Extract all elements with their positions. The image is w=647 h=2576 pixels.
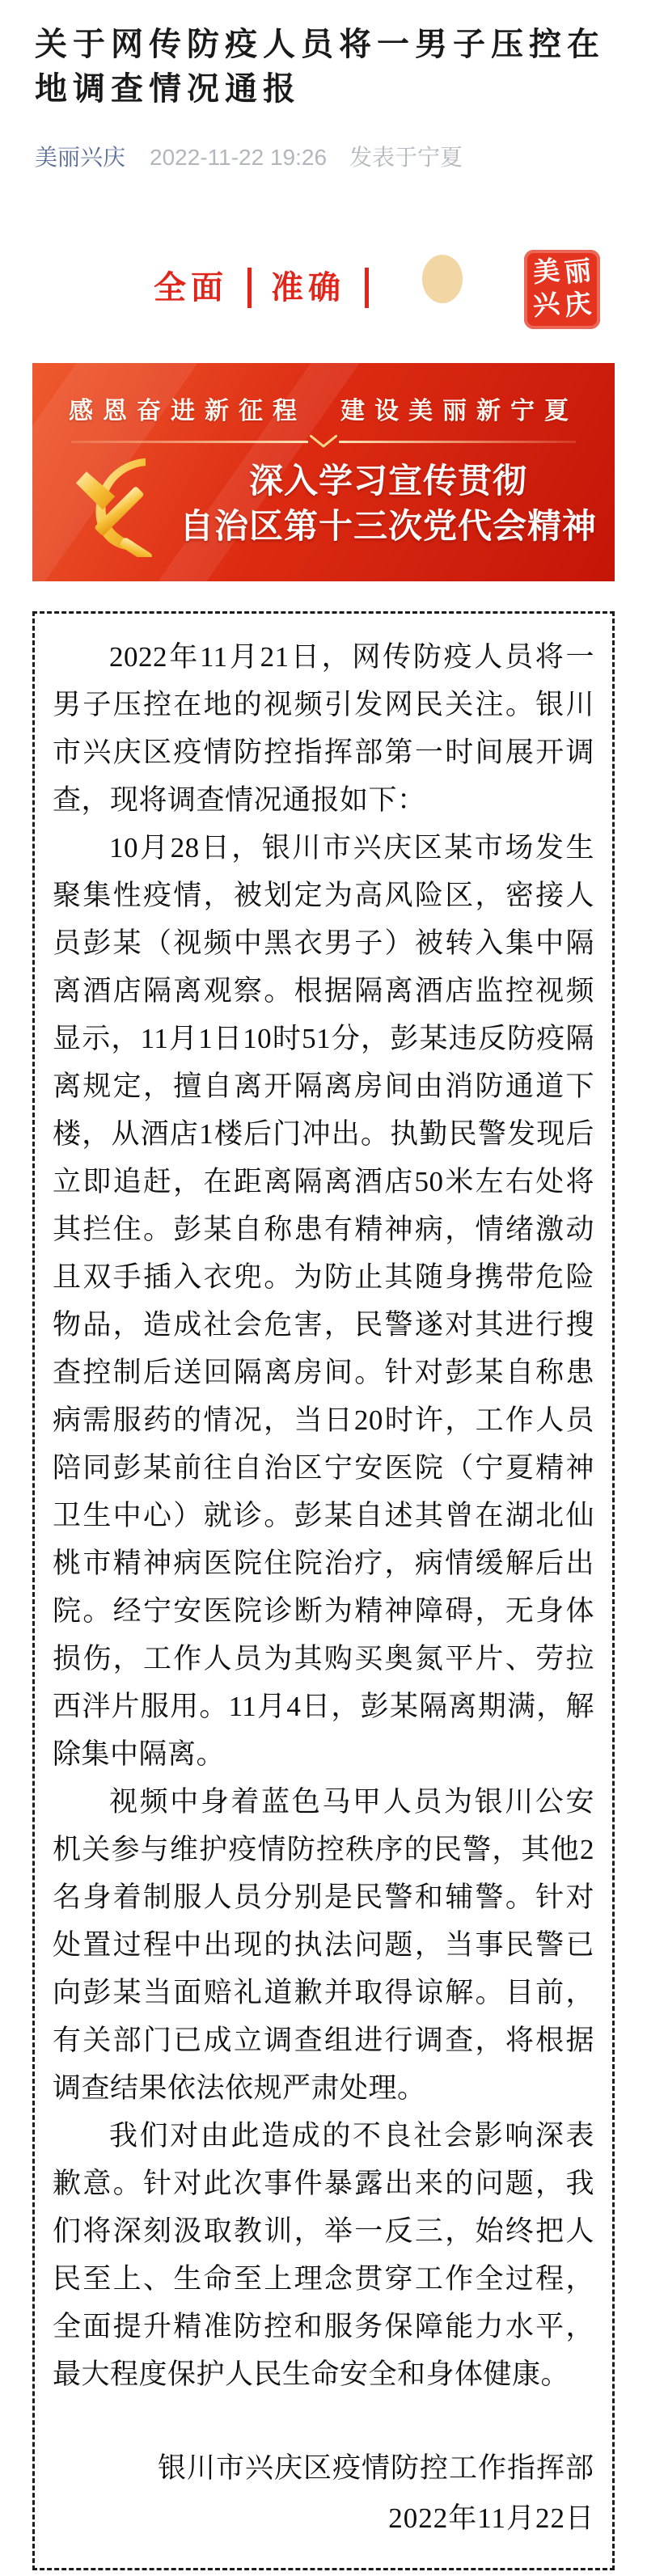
slogan-word-2: 准确	[271, 270, 345, 306]
propaganda-banner-image	[32, 363, 615, 581]
notice-paragraph: 视频中身着蓝色马甲人员为银川公安机关参与维护疫情防控秩序的民警，其他2名身着制服人员分别是民警和辅警。针对处置过程中出现的执法问题，当事民警已向彭某当面赔礼道歉并取得谅解。目前，有关部门已成立调查组进行调查，将根据调查结果依法依规严肃处理。	[53, 1786, 594, 2104]
byline	[35, 144, 612, 171]
seal-char: 美	[531, 256, 561, 289]
page-title: 关于网传防疫人员将一男子压控在地调查情况通报	[35, 27, 605, 107]
decorative-oval-icon	[422, 255, 463, 303]
account-seal-icon	[524, 250, 600, 329]
party-emblem-icon	[71, 447, 167, 557]
account-name-link[interactable]: 美丽兴庆	[35, 145, 126, 170]
divider-bar-icon	[365, 268, 369, 308]
masthead-slogans	[154, 268, 388, 308]
masthead-strip	[0, 250, 647, 331]
seal-char: 庆	[563, 289, 593, 322]
signature-date: 2022年11月22日	[388, 2502, 594, 2534]
divider-bar-icon	[247, 268, 252, 308]
notice-paragraph: 我们对由此造成的不良社会影响深表歉意。针对此次事件暴露出来的问题，我们将深刻汲取教训，举一反三，始终把人民至上、生命至上理念贯穿工作全过程，全面提升精准防控和服务保障能力水平，最大程度保护人民生命安全和身体健康。	[53, 2120, 594, 2390]
article-header	[0, 0, 647, 171]
seal-char: 丽	[563, 256, 593, 289]
slogan-word-1: 全面	[154, 270, 228, 306]
publish-location: 发表于宁夏	[349, 145, 463, 170]
chevron-down-icon	[310, 435, 337, 448]
publish-time: 2022-11-22 19:26	[150, 145, 328, 170]
notice-body	[32, 611, 615, 2570]
notice-paragraph: 2022年11月21日，网传防疫人员将一男子压控在地的视频引发网民关注。银川市兴庆区疫情防控指挥部第一时间展开调查，现将调查情况通报如下：	[53, 641, 594, 816]
banner-top-slogan: 感恩奋进新征程 建设美丽新宁夏	[69, 398, 578, 424]
signature-org: 银川市兴庆区疫情防控工作指挥部	[157, 2452, 594, 2484]
banner-main-line2: 自治区第十三次党代会精神	[179, 507, 597, 545]
notice-paragraph: 10月28日，银川市兴庆区某市场发生聚集性疫情，被划定为高风险区，密接人员彭某（视频中黑衣男子）被转入集中隔离酒店隔离观察。根据隔离酒店监控视频显示，11月1日10时51分，彭某违反防疫隔离规定，擅自离开隔离房间由消防通道下楼，从酒店1楼后门冲出。执勤民警发现后立即追赶，在距离隔离酒店50米左右处将其拦住。彭某自称患有精神病，情绪激动且双手插入衣兜。为防止其随身携带危险物品，造成社会危害，民警遂对其进行搜查控制后送回隔离房间。针对彭某自称患病需服药的情况，当日20时许，工作人员陪同彭某前往自治区宁安医院（宁夏精神卫生中心）就诊。彭某自述其曾在湖北仙桃市精神病医院住院治疗，病情缓解后出院。经宁安医院诊断为精神障碍，无身体损伤，工作人员为其购买奥氮平片、劳拉西泮片服用。11月4日，彭某隔离期满，解除集中隔离。	[53, 832, 594, 1770]
banner-main-line1: 深入学习宣传贯彻	[248, 462, 527, 500]
banner-main-text	[162, 458, 615, 549]
signature-block	[53, 2443, 594, 2544]
seal-char: 兴	[531, 289, 561, 322]
